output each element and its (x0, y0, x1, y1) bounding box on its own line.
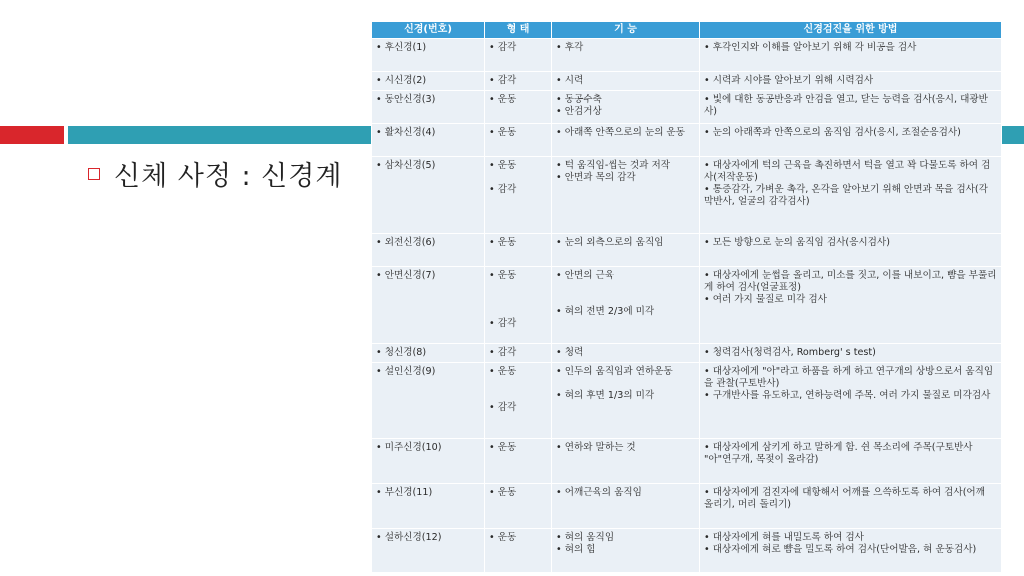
cell-type-line: • 운동 (489, 127, 517, 138)
cell-nerve: • 후신경(1) (372, 39, 485, 72)
line-spacer (489, 172, 547, 184)
cell-method (700, 72, 1002, 91)
cell-type (485, 439, 552, 484)
cell-function-line: • 턱 움직임-씹는 것과 저작 (556, 160, 670, 171)
cell-method-line: • 모든 방향으로 눈의 움직임 검사(응시검사) (704, 237, 890, 248)
cell-method-line: • 청력검사(청력검사, Romberg' s test) (704, 347, 876, 358)
cell-type-line: • 운동 (489, 270, 517, 281)
cell-function (552, 439, 700, 484)
cell-type (485, 157, 552, 234)
cell-nerve: • 청신경(8) (372, 344, 485, 363)
cell-type (485, 39, 552, 72)
line-spacer (489, 282, 547, 294)
cell-function (552, 484, 700, 529)
cell-nerve: • 설인신경(9) (372, 363, 485, 439)
table-row (372, 91, 1002, 124)
line-spacer (489, 294, 547, 306)
cell-method-line: • 대상자에게 혀로 뺨을 밀도록 하여 검사(단어발음, 혀 운동검사) (704, 544, 977, 555)
cell-nerve: • 외전신경(6) (372, 234, 485, 267)
cell-method-line: • 대상자에게 혀를 내밀도록 하여 검사 (704, 532, 864, 543)
cell-function (552, 124, 700, 157)
cell-method (700, 529, 1002, 573)
square-bullet-icon (88, 168, 100, 180)
header-function: 기 능 (552, 22, 700, 39)
cell-method (700, 344, 1002, 363)
cell-method-line: • 구개반사를 유도하고, 연하능력에 주목. 여러 가지 물질로 미각검사 (704, 390, 991, 401)
header-type: 형 태 (485, 22, 552, 39)
cell-type-line: • 감각 (489, 75, 517, 86)
cell-function-line: • 혀의 힘 (556, 544, 596, 555)
cell-method (700, 484, 1002, 529)
cell-type-line: • 감각 (489, 42, 517, 53)
cell-type (485, 484, 552, 529)
cell-function-line: • 연하와 말하는 것 (556, 442, 636, 453)
line-spacer (556, 282, 695, 294)
cell-method-line: • 후각인지와 이해를 알아보기 위해 각 비공을 검사 (704, 42, 917, 53)
cell-function (552, 157, 700, 234)
line-spacer (489, 306, 547, 318)
cell-nerve: • 부신경(11) (372, 484, 485, 529)
cell-method-line: • 대상자에게 삼키게 하고 말하게 함. 쉰 목소리에 주목(구토반사 "아"연구개, 목젖이 올라감) (704, 442, 973, 465)
cell-nerve: • 시신경(2) (372, 72, 485, 91)
cell-type-line: • 감각 (489, 402, 517, 413)
cell-type (485, 234, 552, 267)
cell-function (552, 529, 700, 573)
slide-title (88, 154, 342, 193)
cell-type-line: • 감각 (489, 347, 517, 358)
table-row (372, 39, 1002, 72)
table-row (372, 439, 1002, 484)
table-row (372, 484, 1002, 529)
cell-method (700, 234, 1002, 267)
table-row (372, 363, 1002, 439)
line-spacer (556, 294, 695, 306)
cell-function-line: • 혀의 전면 2/3에 미각 (556, 306, 655, 317)
cell-method (700, 439, 1002, 484)
header-method: 신경검진을 위한 방법 (700, 22, 1002, 39)
table-header-row (372, 22, 1002, 39)
line-spacer (489, 378, 547, 390)
cell-type-line: • 운동 (489, 532, 517, 543)
cell-method (700, 267, 1002, 344)
header-nerve: 신경(번호) (372, 22, 485, 39)
cell-nerve: • 설하신경(12) (372, 529, 485, 573)
cell-type (485, 267, 552, 344)
table-row (372, 157, 1002, 234)
cell-type-line: • 운동 (489, 366, 517, 377)
cell-function-line: • 시력 (556, 75, 584, 86)
table-row (372, 267, 1002, 344)
cell-function (552, 39, 700, 72)
cell-function (552, 72, 700, 91)
table-row (372, 124, 1002, 157)
cell-function (552, 91, 700, 124)
cell-nerve: • 미주신경(10) (372, 439, 485, 484)
cell-method-line: • 통증감각, 가벼운 촉각, 온각을 알아보기 위해 안면과 목을 검사(각막반사, 얼굴의 감각검사) (704, 184, 988, 207)
table-body (372, 39, 1002, 573)
table-row (372, 72, 1002, 91)
cell-function-line: • 아래쪽 안쪽으로의 눈의 운동 (556, 127, 686, 138)
cell-function-line: • 안면과 목의 감각 (556, 172, 636, 183)
cell-type (485, 124, 552, 157)
cell-function-line: • 혀의 후면 1/3의 미각 (556, 390, 655, 401)
cell-function-line: • 안검거상 (556, 106, 602, 117)
cell-type (485, 91, 552, 124)
cell-function-line: • 동공수축 (556, 94, 602, 105)
cell-type (485, 529, 552, 573)
cell-type-line: • 감각 (489, 184, 517, 195)
cell-function (552, 363, 700, 439)
cell-function-line: • 후각 (556, 42, 584, 53)
cell-method (700, 157, 1002, 234)
cell-method-line: • 대상자에게 "아"라고 하품을 하게 하고 연구개의 상방으로서 움직임을 관찰(구토반사) (704, 366, 994, 389)
cell-function-line: • 안면의 근육 (556, 270, 615, 281)
cell-method (700, 39, 1002, 72)
cell-nerve: • 동안신경(3) (372, 91, 485, 124)
cell-type-line: • 감각 (489, 318, 517, 329)
cell-function-line: • 인두의 움직임과 연하운동 (556, 366, 673, 377)
cell-method-line: • 여러 가지 물질로 미각 검사 (704, 294, 827, 305)
cell-function (552, 267, 700, 344)
cell-method-line: • 대상자에게 턱의 근육을 촉진하면서 턱을 열고 꽉 다물도록 하여 검사(저작운동) (704, 160, 991, 183)
cell-method-line: • 대상자에게 검진자에 대항해서 어깨를 으쓱하도록 하여 검사(어깨 올리기, 머리 돌리기) (704, 487, 985, 510)
cell-type-line: • 운동 (489, 94, 517, 105)
cell-function (552, 344, 700, 363)
table-row (372, 234, 1002, 267)
cell-type-line: • 운동 (489, 442, 517, 453)
table-row (372, 529, 1002, 573)
cell-nerve: • 안면신경(7) (372, 267, 485, 344)
line-spacer (489, 390, 547, 402)
cell-type (485, 363, 552, 439)
cell-method (700, 124, 1002, 157)
cell-function-line: • 청력 (556, 347, 584, 358)
cell-function-line: • 어깨근육의 움직임 (556, 487, 642, 498)
cell-nerve: • 활차신경(4) (372, 124, 485, 157)
cell-method (700, 363, 1002, 439)
cell-function-line: • 눈의 외측으로의 움직임 (556, 237, 664, 248)
cell-type (485, 72, 552, 91)
cranial-nerve-table-container (371, 21, 1001, 554)
cell-type (485, 344, 552, 363)
cell-method-line: • 빛에 대한 동공반응과 안검을 열고, 닫는 능력을 검사(응시, 대광반사) (704, 94, 988, 117)
cell-function-line: • 혀의 움직임 (556, 532, 615, 543)
cell-method-line: • 눈의 아래쪽과 안쪽으로의 움직임 검사(응시, 조절순응검사) (704, 127, 961, 138)
cell-type-line: • 운동 (489, 487, 517, 498)
cell-type-line: • 운동 (489, 160, 517, 171)
cranial-nerve-table (371, 21, 1002, 573)
slide-title-text: 신체 사정 : 신경계 (114, 161, 343, 192)
cell-method-line: • 대상자에게 눈썹을 올리고, 미소를 짓고, 이를 내보이고, 뺨을 부풀리게 하여 검사(얼굴표정) (704, 270, 997, 293)
cell-method (700, 91, 1002, 124)
cell-function (552, 234, 700, 267)
cell-nerve: • 삼차신경(5) (372, 157, 485, 234)
cell-method-line: • 시력과 시야를 알아보기 위해 시력검사 (704, 75, 874, 86)
cell-type-line: • 운동 (489, 237, 517, 248)
table-row (372, 344, 1002, 363)
line-spacer (556, 378, 695, 390)
accent-bar-red (0, 126, 64, 144)
